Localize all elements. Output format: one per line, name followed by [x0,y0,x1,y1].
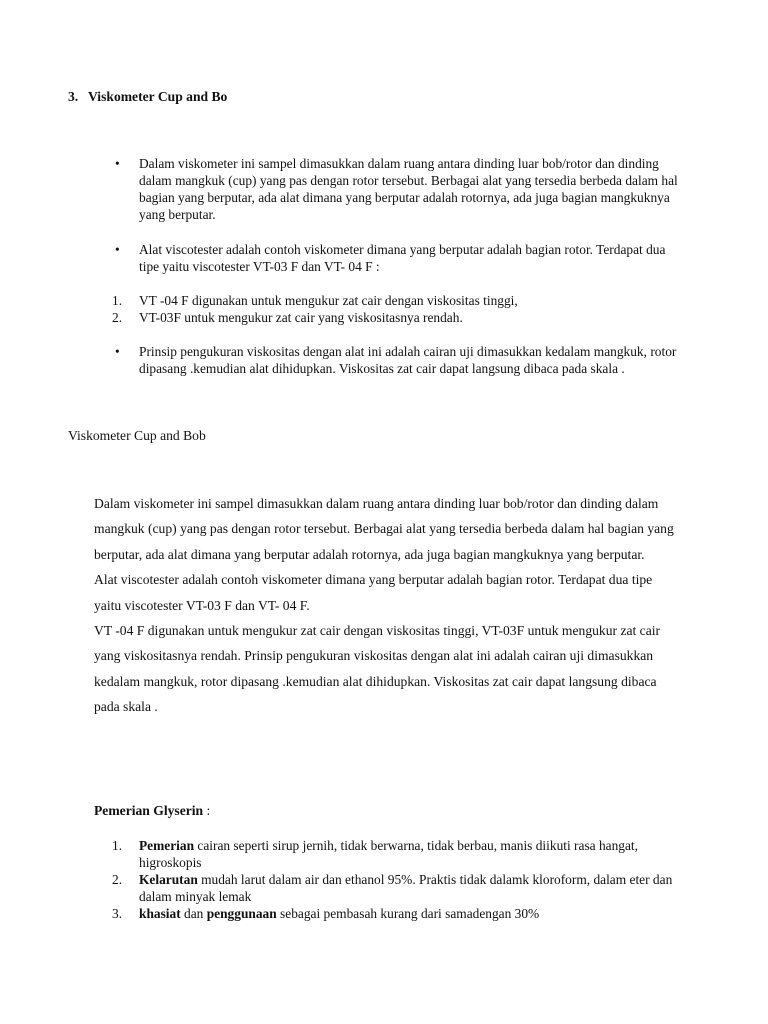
list-number: 1. [112,293,123,308]
list-item [68,292,688,309]
item-label: Pemerian [139,838,195,853]
subheading: Viskometer Cup and Bob [68,428,206,443]
list-number: 2. [112,310,123,325]
list-item [68,309,688,326]
pemerian-title-suffix: : [203,803,211,818]
section-heading [68,89,227,105]
item-label: Kelarutan [139,872,198,887]
bullet-item [68,343,688,377]
pemerian-list [68,838,688,923]
bullet-text: Dalam viskometer ini sampel dimasukkan dalam ruang antara dinding luar bob/rotor dan dinding dalam mangkuk (cup) yang pas dengan rotor tersebut. Berbagai alat yang tersedia berbeda dalam hal bagian yang berputar, ada alat dimana yang berputar adalah rotornya, ada juga bagian mangkuknya yang berputar. [139,156,678,222]
pemerian-title [94,803,210,819]
paragraph-line: Alat viscotester adalah contoh viskometer dimana yang berputar adalah bagian rotor. Terdapat dua tipe yaitu viscotester VT-03 F dan VT- 04 F. [94,572,653,613]
list-item [68,838,688,871]
item-label: khasiat [139,906,181,921]
bullet-item [68,155,688,223]
list-number: 3. [112,906,123,921]
item-text: sebagai pembasah kurang dari samadengan 30% [276,906,540,921]
bullet-text: Alat viscotester adalah contoh viskometer dimana yang berputar adalah bagian rotor. Terdapat dua tipe yaitu viscotester VT-03 F dan VT- 04 F : [139,242,666,274]
bullet-list-last [68,343,688,377]
item-text: cairan seperti sirup jernih, tidak berwarna, tidak berbau, manis diikuti rasa hangat, higroskopis [139,838,639,870]
bullet-list-top [68,155,688,223]
item-text: mudah larut dalam air dan ethanol 95%. Praktis tidak dalamk kloroform, dalam eter dan dalam minyak lemak [139,872,673,904]
bullet-text: Prinsip pengukuran viskositas dengan alat ini adalah cairan uji dimasukkan kedalam mangkuk, rotor dipasang .kemudian alat dihidupkan. Viskositas zat cair dapat langsung dibaca pada skala . [139,344,677,376]
section-number: 3. [68,89,79,104]
list-item-text: VT -04 F digunakan untuk mengukur zat cair dengan viskositas tinggi, [139,293,518,308]
bullet-icon: • [115,156,120,171]
body-paragraph [94,491,674,720]
list-item-text: VT-03F untuk mengukur zat cair yang viskositasnya rendah. [139,310,463,325]
bullet-icon: • [115,344,120,359]
item-label-2: penggunaan [206,906,277,921]
item-connector: dan [180,906,207,921]
list-item [68,906,688,923]
list-number: 1. [112,838,123,853]
paragraph-line: Dalam viskometer ini sampel dimasukkan dalam ruang antara dinding luar bob/rotor dan dinding dalam mangkuk (cup) yang pas dengan rotor tersebut. Berbagai alat yang tersedia berbeda dalam hal bagian yang berputar, ada alat dimana yang berputar adalah rotornya, ada juga bagian mangkuknya yang berputar. [94,496,674,562]
section-title: Viskometer Cup and Bo [88,89,228,104]
bullet-icon: • [115,242,120,257]
numbered-list [68,292,688,326]
bullet-item [68,241,688,275]
bullet-list-second [68,241,688,275]
paragraph-line: VT -04 F digunakan untuk mengukur zat cair dengan viskositas tinggi, VT-03F untuk mengukur zat cair yang viskositasnya rendah. Prinsip pengukuran viskositas dengan alat ini adalah cairan uji dimasukkan kedalam mangkuk, rotor dipasang .kemudian alat dihidupkan. Viskositas zat cair dapat langsung dibaca pada skala . [94,623,661,715]
pemerian-title-text: Pemerian Glyserin [94,803,204,818]
list-number: 2. [112,872,123,887]
list-item [68,872,688,905]
